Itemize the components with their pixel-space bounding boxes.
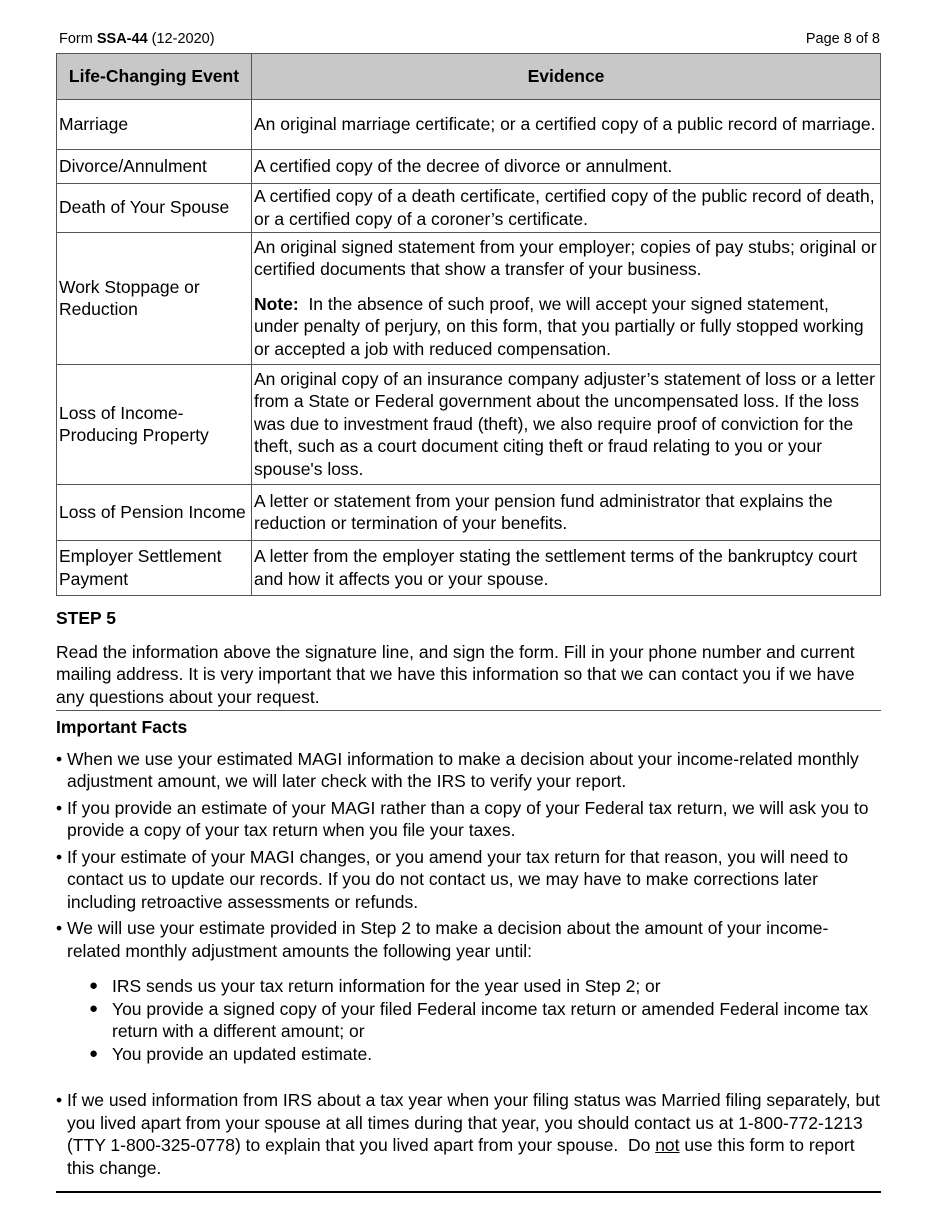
table-row [57, 184, 881, 233]
sub-list-item: ● IRS sends us your tax return information for the year used in Step 2; or [89, 976, 661, 996]
evidence-cell: An original marriage certificate; or a certified copy of a public record of marriage. [252, 100, 881, 150]
event-cell: Loss of Income-Producing Property [57, 365, 252, 485]
table-row [57, 233, 881, 365]
list-item: • If your estimate of your MAGI changes, or you amend your tax return for that reason, you will need to contact us to update our records. If you do not contact us, we may have to make corrections later including retroactive assessments or refunds. [56, 846, 849, 912]
event-cell: Loss of Pension Income [57, 485, 252, 541]
bottom-rule [56, 1191, 881, 1193]
table-row [57, 100, 881, 150]
note-label: Note: [254, 293, 299, 314]
bullet-icon: • [56, 918, 63, 938]
bullet-icon: ● [89, 1044, 99, 1062]
step5-text: Read the information above the signature line, and sign the form. Fill in your phone number and current mailing address. It is very important that we have this information so that we can contact you if we have any questions about your request. [56, 641, 855, 707]
step5-section [56, 607, 881, 708]
sub-list-item: ● You provide an updated estimate. [89, 1043, 373, 1064]
emphasis-not: not [655, 1135, 680, 1155]
table-row [57, 150, 881, 184]
page-number: Page 8 of 8 [805, 31, 880, 47]
list-item: • If we used information from IRS about a tax year when your filing status was Married filing separately, but you lived apart from your spouse at all times during that year, you should contact us at 1-800-772-1213 (TTY 1-800-325-0778) to explain that you lived apart from your spouse. Do not use this form to report this change. [56, 1090, 885, 1178]
table-row [57, 485, 881, 541]
column-header-evidence: Evidence [252, 54, 881, 100]
form-id: Form SSA-44 (12-2020) [59, 31, 215, 47]
table-row [57, 541, 881, 596]
evidence-cell: A certified copy of a death certificate, certified copy of the public record of death, or a certified copy of a coroner’s certificate. [252, 184, 881, 233]
evidence-table [56, 53, 881, 596]
list-item: • If you provide an estimate of your MAGI rather than a copy of your Federal tax return, we will ask you to provide a copy of your tax return when you file your taxes. [56, 797, 869, 840]
list-item: • When we use your estimated MAGI information to make a decision about your income-related monthly adjustment amount, we will later check with the IRS to verify your report. [56, 748, 859, 791]
bullet-icon: • [56, 1090, 63, 1110]
bullet-icon: • [56, 797, 63, 818]
table-header-row [57, 54, 881, 100]
section-divider [56, 710, 881, 711]
evidence-cell: A certified copy of the decree of divorce or annulment. [252, 150, 881, 184]
evidence-cell: A letter or statement from your pension fund administrator that explains the reduction or termination of your benefits. [252, 485, 881, 541]
event-cell: Death of Your Spouse [57, 184, 252, 233]
bullet-icon: • [56, 748, 63, 769]
sub-list [56, 975, 881, 1065]
event-cell: Work Stoppage or Reduction [57, 233, 252, 365]
evidence-cell: A letter from the employer stating the settlement terms of the bankruptcy court and how it affects you or your spouse. [252, 541, 881, 596]
evidence-cell [252, 233, 881, 365]
event-cell: Employer Settlement Payment [57, 541, 252, 596]
evidence-cell: An original copy of an insurance company adjuster’s statement of loss or a letter from a State or Federal government about the uncompensated loss. If the loss was due to investment fraud (theft), we also require proof of conviction for the theft, such as a court document citing theft or fraud relating to you or your spouse's loss. [252, 365, 881, 485]
important-facts-section [56, 716, 885, 1179]
evidence-text: An original signed statement from your employer; copies of pay stubs; original or certified documents that show a transfer of your business. [254, 236, 877, 280]
table-row [57, 365, 881, 485]
bullet-icon: • [56, 846, 63, 867]
note-text: In the absence of such proof, we will accept your signed statement, under penalty of perjury, on this form, that you partially or fully stopped working or accepted a job with reduced compensation. [254, 293, 869, 359]
list-item: • We will use your estimate provided in Step 2 to make a decision about the amount of your income-related monthly adjustment amounts the following year until: [56, 918, 829, 961]
bullet-icon: ● [89, 977, 99, 994]
column-header-event: Life-Changing Event [57, 54, 252, 100]
event-cell: Divorce/Annulment [57, 150, 252, 184]
sub-list-item: ● You provide a signed copy of your filed Federal income tax return or amended Federal income tax return with a different amount; or [89, 998, 869, 1041]
event-cell: Marriage [57, 100, 252, 150]
bullet-icon: ● [89, 999, 99, 1017]
step5-heading: STEP 5 [56, 608, 116, 628]
evidence-note [254, 293, 878, 361]
important-facts-heading: Important Facts [56, 717, 188, 737]
